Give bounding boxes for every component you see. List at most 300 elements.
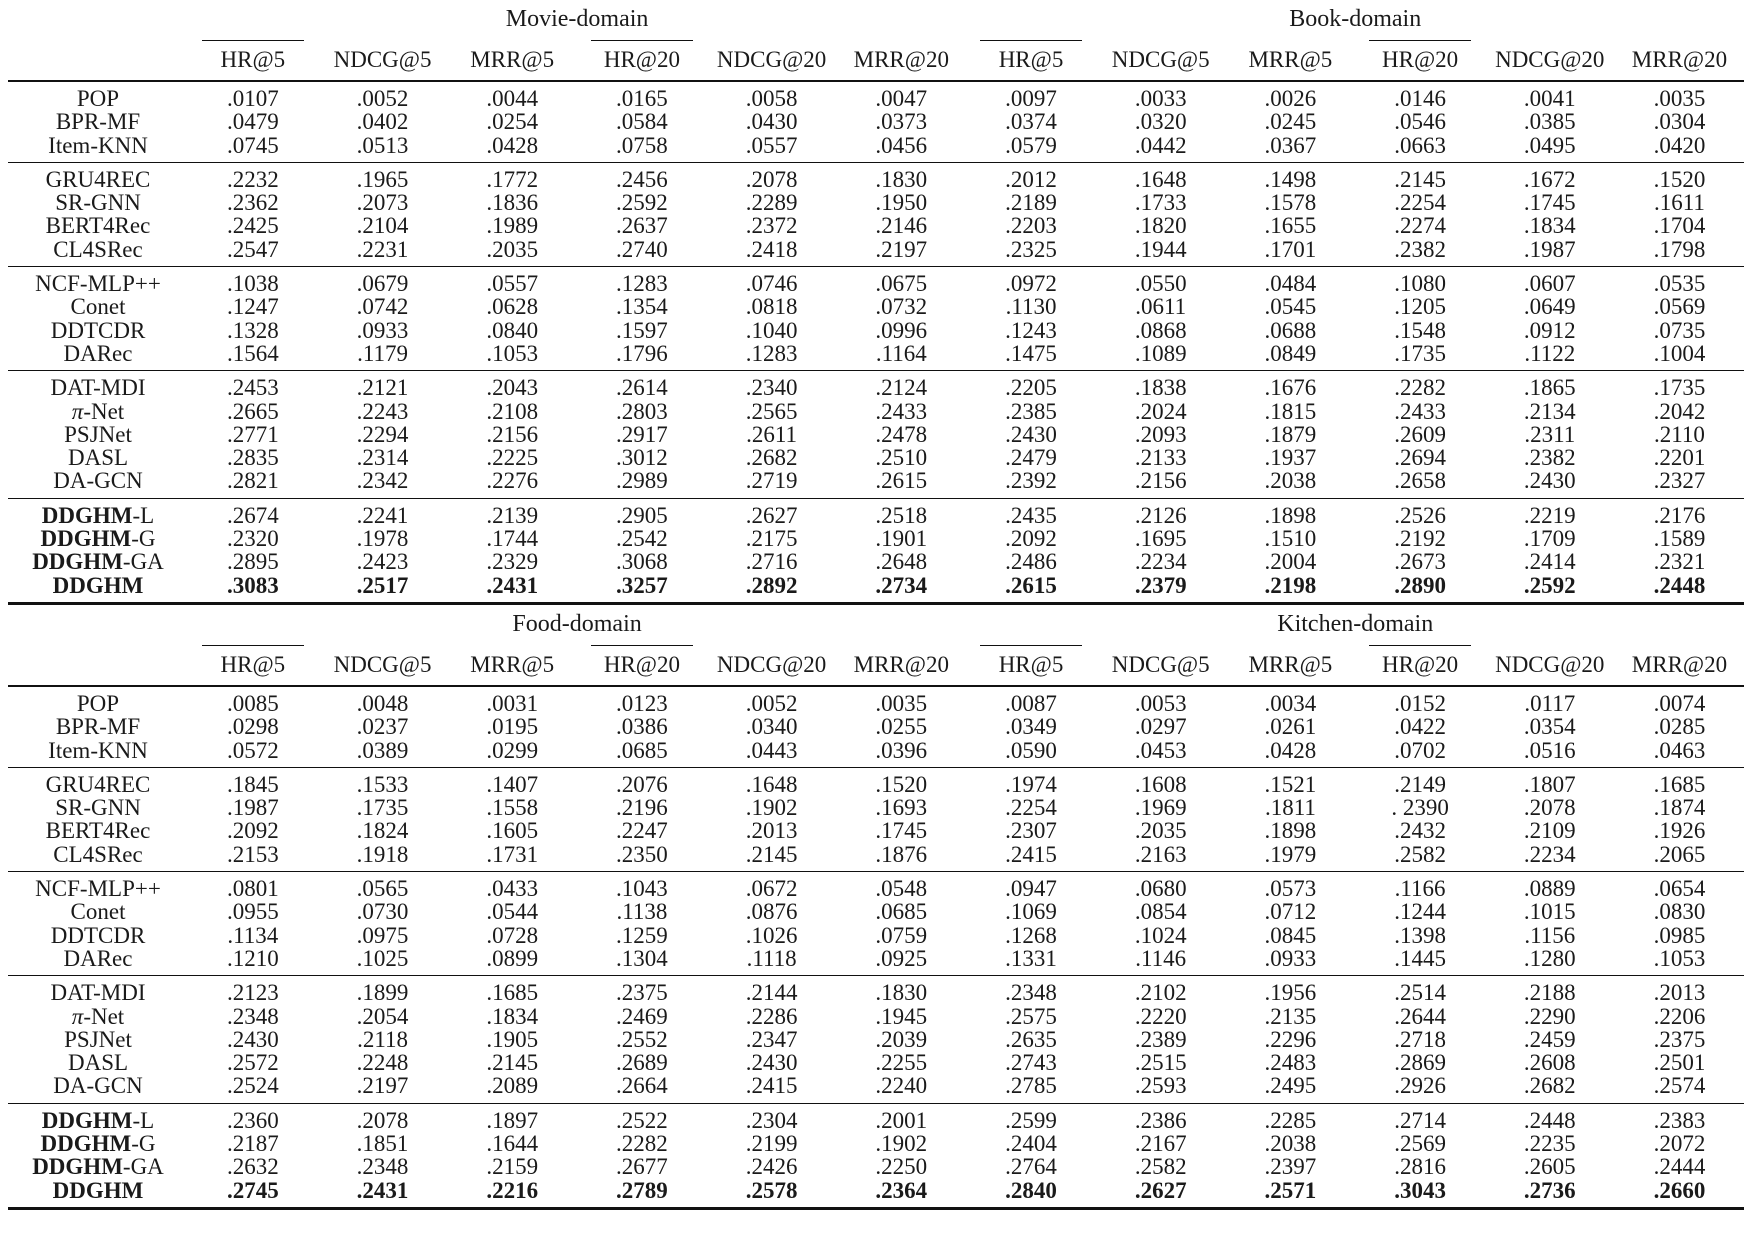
- metric-value: .0354: [1523, 714, 1576, 740]
- metric-value: .2609: [1394, 421, 1446, 447]
- metric-value: .2254: [1005, 795, 1057, 821]
- metric-value: .1268: [1005, 922, 1057, 948]
- metric-value: .2286: [745, 1003, 798, 1029]
- metric-value: .1138: [616, 899, 668, 925]
- metric-value: .0546: [1394, 109, 1446, 135]
- domain-heading: Food-domain: [512, 611, 642, 638]
- metric-value: .2144: [707, 976, 837, 1005]
- metric-value: .0845: [1264, 922, 1317, 948]
- metric-value: .2572: [226, 1050, 279, 1076]
- metric-header: MRR@5: [447, 645, 577, 686]
- metric-value: .2483: [1264, 1050, 1317, 1076]
- metric-value: .2188: [1485, 976, 1615, 1005]
- metric-value: .0628: [486, 294, 539, 320]
- metric-value: .2745: [188, 1179, 318, 1209]
- metric-value: .1564: [226, 340, 279, 366]
- metric-value: .1089: [1134, 340, 1187, 366]
- metric-value: .2311: [1524, 421, 1576, 447]
- metric-value: .1053: [486, 340, 539, 366]
- metric-value: .2627: [707, 498, 837, 527]
- metric-value: .2078: [1523, 795, 1576, 821]
- metric-value: .2013: [745, 818, 798, 844]
- metric-value: .2289: [745, 190, 798, 216]
- metric-value: .0420: [1653, 132, 1706, 158]
- metric-value: .2375: [1653, 1026, 1706, 1052]
- metric-value: .0299: [486, 737, 539, 763]
- metric-value: .1693: [875, 795, 928, 821]
- metric-value: .2785: [1005, 1073, 1057, 1099]
- metric-value: .1918: [356, 841, 409, 867]
- metric-value: .1830: [836, 976, 966, 1005]
- metric-value: .1210: [226, 945, 279, 971]
- metric-value: .2276: [486, 468, 539, 494]
- metric-header: HR@20: [577, 645, 707, 686]
- metric-value: .1902: [745, 795, 798, 821]
- metric-value: .1521: [1226, 767, 1356, 796]
- metric-value: .0985: [1653, 922, 1706, 948]
- metric-header: MRR@20: [1615, 645, 1745, 686]
- metric-value: .1926: [1653, 818, 1706, 844]
- metric-value: .0386: [616, 714, 668, 740]
- metric-header: HR@5: [966, 645, 1096, 686]
- metric-value: .1134: [227, 922, 279, 948]
- metric-value: .1166: [1355, 872, 1485, 901]
- table-row: [8, 400, 1744, 423]
- model-label: DASL: [67, 1050, 129, 1076]
- metric-value: .0026: [1264, 86, 1317, 111]
- table-row: [8, 1103, 1744, 1132]
- metric-value: .1118: [746, 945, 797, 971]
- metric-value: .2187: [226, 1130, 279, 1156]
- metric-value: .2093: [1134, 421, 1187, 447]
- metric-header: HR@20: [1355, 645, 1485, 686]
- metric-value: .2274: [1394, 213, 1446, 239]
- metric-value: .0195: [486, 714, 539, 740]
- metric-value: .1820: [1134, 213, 1187, 239]
- metric-value: .2159: [486, 1154, 539, 1180]
- metric-value: .1978: [356, 526, 409, 552]
- metric-value: .0675: [836, 267, 966, 296]
- metric-value: .2404: [1005, 1130, 1057, 1156]
- metric-value: .2235: [1523, 1130, 1576, 1156]
- model-label: DARec: [63, 945, 133, 971]
- metric-value: .1304: [616, 945, 668, 971]
- metric-value: .1979: [1264, 841, 1317, 867]
- domain-heading: Book-domain: [1289, 6, 1422, 33]
- metric-value: .2205: [966, 371, 1096, 400]
- metric-value: .1328: [226, 317, 279, 343]
- table-row: [8, 1155, 1744, 1178]
- model-name: [8, 796, 188, 819]
- metric-value: .1655: [1264, 213, 1317, 239]
- metric-value: .0912: [1523, 317, 1576, 343]
- model-label: NCF-MLP++: [35, 876, 161, 902]
- metric-value: .2453: [188, 371, 318, 400]
- metric-value: .2004: [1264, 549, 1317, 575]
- metric-value: .2515: [1134, 1050, 1187, 1076]
- model-label: BERT4Rec: [45, 818, 151, 844]
- metric-value: .2247: [616, 818, 668, 844]
- metric-value: .1605: [486, 818, 539, 844]
- model-name: [8, 1028, 188, 1051]
- metric-value: .1520: [1615, 162, 1745, 191]
- metric-value: .0557: [447, 267, 577, 296]
- metric-value: .0349: [1005, 714, 1057, 740]
- metric-value: .0840: [486, 317, 539, 343]
- model-label: DARec: [63, 340, 133, 366]
- metric-value: .2840: [966, 1179, 1096, 1209]
- metric-value: .2495: [1264, 1073, 1317, 1099]
- metric-value: .1080: [1355, 267, 1485, 296]
- metric-value: .2255: [875, 1050, 928, 1076]
- metric-value: .2149: [1355, 767, 1485, 796]
- table-row: [8, 1074, 1744, 1103]
- model-label: DA-GCN: [53, 1073, 143, 1099]
- metric-value: .2078: [318, 1103, 448, 1132]
- model-label-bold: DDGHM: [40, 1130, 132, 1156]
- table-row: [8, 238, 1744, 267]
- metric-value: .0041: [1523, 86, 1576, 111]
- metric-value: .1146: [1135, 945, 1187, 971]
- metric-value: .1735: [1615, 371, 1745, 400]
- table-row: [8, 819, 1744, 842]
- table-row: [8, 295, 1744, 318]
- metric-value: .0972: [966, 267, 1096, 296]
- metric-value: .0034: [1264, 690, 1317, 716]
- pi-symbol: π: [71, 1003, 84, 1029]
- model-label-bold: DDGHM: [32, 549, 123, 575]
- model-name: [8, 819, 188, 842]
- model-name: [8, 872, 188, 901]
- metric-value: .0545: [1264, 294, 1317, 320]
- model-variant-suffix: -L: [132, 502, 155, 528]
- panel-header: [8, 603, 1744, 686]
- model-name: [8, 739, 188, 768]
- metric-value: .2415: [745, 1073, 798, 1099]
- metric-value: .0463: [1653, 737, 1706, 763]
- metric-value: .0569: [1653, 294, 1706, 320]
- metric-value: .0340: [745, 714, 798, 740]
- metric-value: .0854: [1134, 899, 1187, 925]
- metric-value: .2250: [875, 1154, 928, 1180]
- metric-value: .2418: [745, 236, 798, 262]
- model-name: [8, 295, 188, 318]
- metric-value: .0975: [356, 922, 409, 948]
- metric-value: .2448: [1615, 574, 1745, 604]
- metric-value: .2089: [486, 1073, 539, 1099]
- metric-value: .2740: [616, 236, 668, 262]
- metric-value: .2392: [1005, 468, 1057, 494]
- metric-value: .3012: [616, 445, 668, 471]
- metric-value: .2203: [1005, 213, 1057, 239]
- metric-value: .2430: [1523, 468, 1576, 494]
- metric-value: .2282: [1355, 371, 1485, 400]
- metric-value: .2126: [1096, 498, 1226, 527]
- metric-value: .1838: [1096, 371, 1226, 400]
- metric-value: .2102: [1096, 976, 1226, 1005]
- metric-value: .1815: [1264, 398, 1317, 424]
- model-variant-suffix: -L: [132, 1107, 155, 1133]
- model-name: [8, 446, 188, 469]
- metric-value: .1498: [1226, 162, 1356, 191]
- metric-value: .2478: [875, 421, 928, 447]
- metric-value: .1898: [1264, 818, 1317, 844]
- metric-value: .0712: [1264, 899, 1317, 925]
- model-name: [8, 1103, 188, 1132]
- metric-value: .2073: [356, 190, 409, 216]
- model-label-bold: DDGHM: [41, 502, 133, 528]
- metric-header: NDCG@20: [707, 40, 837, 81]
- metric-value: .1796: [616, 340, 668, 366]
- metric-value: .2372: [745, 213, 798, 239]
- metric-value: .2145: [745, 841, 798, 867]
- metric-value: .2433: [1394, 398, 1446, 424]
- model-label-bold: DDGHM: [41, 1107, 133, 1133]
- metric-value: .2430: [1005, 421, 1057, 447]
- model-label: DA-GCN: [53, 468, 143, 494]
- table-row: [8, 947, 1744, 976]
- metric-value: .1772: [447, 162, 577, 191]
- metric-value: .0044: [486, 86, 539, 111]
- metric-value: .2469: [616, 1003, 668, 1029]
- metric-value: .1731: [486, 841, 539, 867]
- metric-value: .2517: [318, 574, 448, 604]
- metric-value: .2615: [966, 574, 1096, 604]
- metric-value: .0428: [1264, 737, 1317, 763]
- metric-value: .2342: [356, 468, 409, 494]
- metric-value: .2632: [226, 1154, 279, 1180]
- metric-value: .2076: [577, 767, 707, 796]
- metric-value: .2382: [1523, 445, 1576, 471]
- metric-header: NDCG@20: [1485, 40, 1615, 81]
- metric-value: .2216: [447, 1179, 577, 1209]
- metric-value: .1247: [226, 294, 279, 320]
- metric-value: .1834: [1523, 213, 1576, 239]
- metric-value: .2240: [875, 1073, 928, 1099]
- model-name: [8, 1051, 188, 1074]
- metric-value: .2716: [745, 549, 798, 575]
- metric-value: .2615: [875, 468, 928, 494]
- metric-header: MRR@20: [1615, 40, 1745, 81]
- metric-value: .0996: [875, 317, 928, 343]
- metric-value: .2189: [1005, 190, 1057, 216]
- metric-value: .0889: [1485, 872, 1615, 901]
- metric-value: .0479: [226, 109, 279, 135]
- table-row: [8, 498, 1744, 527]
- metric-value: .2304: [707, 1103, 837, 1132]
- metric-header: NDCG@5: [318, 645, 448, 686]
- metric-value: .0933: [1264, 945, 1317, 971]
- metric-value: .1974: [966, 767, 1096, 796]
- metric-value: .1510: [1264, 526, 1317, 552]
- metric-value: .0830: [1653, 899, 1706, 925]
- metric-value: .2254: [1394, 190, 1446, 216]
- metric-value: .0732: [875, 294, 928, 320]
- model-label: SR-GNN: [55, 190, 141, 216]
- model-label: GRU4REC: [45, 771, 151, 797]
- metric-value: .1876: [875, 841, 928, 867]
- metric-value: .1548: [1394, 317, 1446, 343]
- model-group: [8, 267, 1744, 371]
- metric-value: .2290: [1523, 1003, 1576, 1029]
- model-label: BPR-MF: [55, 714, 141, 740]
- metric-value: .0550: [1096, 267, 1226, 296]
- metric-value: .2285: [1226, 1103, 1356, 1132]
- model-name: [8, 1155, 188, 1178]
- metric-value: .2611: [746, 421, 798, 447]
- model-name: [8, 267, 188, 296]
- metric-value: .2054: [356, 1003, 409, 1029]
- metric-header: NDCG@5: [1096, 645, 1226, 686]
- table-row: [8, 214, 1744, 237]
- model-label: Item-KNN: [48, 737, 148, 763]
- metric-value: .0933: [356, 317, 409, 343]
- metric-value: .2156: [1134, 468, 1187, 494]
- metric-value: .2430: [745, 1050, 798, 1076]
- metric-value: .2133: [1134, 445, 1187, 471]
- metric-value: .1025: [356, 945, 409, 971]
- corner-cell: [8, 0, 188, 40]
- metric-value: .2575: [1005, 1003, 1057, 1029]
- metric-header: NDCG@5: [1096, 40, 1226, 81]
- metric-value: .0374: [1005, 109, 1057, 135]
- metric-value: .2835: [226, 445, 279, 471]
- metric-value: .2327: [1653, 468, 1706, 494]
- metric-value: .0495: [1523, 132, 1576, 158]
- model-label-bold: DDGHM: [52, 572, 144, 598]
- metric-value: .1733: [1134, 190, 1187, 216]
- table-row: [8, 686, 1744, 715]
- model-name: [8, 400, 188, 423]
- metric-value: .2660: [1615, 1179, 1745, 1209]
- model-label: DAT-MDI: [50, 375, 146, 401]
- metric-value: .2574: [1653, 1073, 1706, 1099]
- metric-value: .1040: [745, 317, 798, 343]
- model-name: [8, 686, 188, 715]
- model-variant-suffix: -GA: [122, 549, 164, 575]
- metric-value: .2296: [1264, 1026, 1317, 1052]
- metric-value: .2199: [745, 1130, 798, 1156]
- metric-value: .0565: [318, 872, 448, 901]
- metric-value: .2627: [1096, 1179, 1226, 1209]
- model-label: DDTCDR: [50, 922, 146, 948]
- model-name: [8, 214, 188, 237]
- model-group: [8, 686, 1744, 767]
- metric-value: .2547: [226, 236, 279, 262]
- metric-value: .2307: [1005, 818, 1057, 844]
- metric-value: .1205: [1394, 294, 1446, 320]
- model-group: [8, 1103, 1744, 1208]
- metric-value: .2219: [1485, 498, 1615, 527]
- metric-value: .2526: [1355, 498, 1485, 527]
- metric-value: .2139: [447, 498, 577, 527]
- metric-value: .0688: [1264, 317, 1317, 343]
- metric-value: .2314: [356, 445, 409, 471]
- metric-value: .1558: [486, 795, 539, 821]
- metric-value: .0745: [226, 132, 279, 158]
- metric-value: .2689: [616, 1050, 668, 1076]
- metric-value: .1745: [875, 818, 928, 844]
- metric-value: .0649: [1523, 294, 1576, 320]
- metric-value: .2397: [1264, 1154, 1317, 1180]
- metric-value: .2038: [1264, 1130, 1317, 1156]
- metric-value: .2444: [1653, 1154, 1706, 1180]
- metric-value: .2895: [226, 549, 279, 575]
- metric-value: .2694: [1394, 445, 1446, 471]
- metric-value: .0053: [1134, 690, 1187, 716]
- metric-value: .2383: [1615, 1103, 1745, 1132]
- metric-value: .0402: [356, 109, 409, 135]
- model-label: GRU4REC: [45, 166, 151, 192]
- metric-value: .2719: [745, 468, 798, 494]
- metric-value: .2379: [1096, 574, 1226, 604]
- metric-value: .0255: [875, 714, 928, 740]
- table-row: [8, 796, 1744, 819]
- metric-header: MRR@5: [1226, 645, 1356, 686]
- model-name: [8, 110, 188, 133]
- metric-value: .0663: [1394, 132, 1446, 158]
- metric-value: .0123: [616, 690, 668, 716]
- metric-value: .2360: [188, 1103, 318, 1132]
- metric-value: .1015: [1523, 899, 1576, 925]
- table-row: [8, 1132, 1744, 1155]
- metric-value: .0245: [1264, 109, 1317, 135]
- metric-value: .2736: [1485, 1179, 1615, 1209]
- metric-value: .0557: [745, 132, 798, 158]
- metric-value: .0654: [1615, 872, 1745, 901]
- metric-header: NDCG@5: [318, 40, 448, 81]
- metric-value: .0947: [966, 872, 1096, 901]
- metric-value: .2109: [1523, 818, 1576, 844]
- model-name: [8, 469, 188, 498]
- model-label: PSJNet: [64, 1026, 132, 1052]
- table-row: [8, 267, 1744, 296]
- metric-value: .2565: [745, 398, 798, 424]
- model-name: [8, 238, 188, 267]
- metric-value: .0730: [356, 899, 409, 925]
- metric-value: .1745: [1523, 190, 1576, 216]
- metric-value: .2542: [616, 526, 668, 552]
- table-row: [8, 469, 1744, 498]
- model-name: [8, 1132, 188, 1155]
- metric-value: .0685: [875, 899, 928, 925]
- metric-value: .1709: [1523, 526, 1576, 552]
- model-label-bold: DDGHM: [52, 1177, 144, 1203]
- metric-value: .0513: [356, 132, 409, 158]
- metric-value: .2321: [1653, 549, 1706, 575]
- metric-value: .0048: [356, 690, 409, 716]
- metric-value: .2035: [1134, 818, 1187, 844]
- metric-value: .2682: [745, 445, 798, 471]
- metric-value: .1735: [1394, 340, 1446, 366]
- metric-value: .2501: [1653, 1050, 1706, 1076]
- metric-value: .2664: [616, 1073, 668, 1099]
- metric-value: .2486: [1005, 549, 1057, 575]
- table-row: [8, 446, 1744, 469]
- metric-value: .1685: [447, 976, 577, 1005]
- model-label-bold: DDGHM: [40, 526, 132, 552]
- metric-value: .2348: [226, 1003, 279, 1029]
- metric-value: .1944: [1134, 236, 1187, 262]
- model-variant-suffix: -GA: [122, 1154, 164, 1180]
- table-row: [8, 110, 1744, 133]
- results-table: [8, 0, 1744, 1210]
- model-name: [8, 134, 188, 163]
- metric-header: HR@5: [188, 40, 318, 81]
- metric-value: .2582: [1134, 1154, 1187, 1180]
- metric-value: .2385: [1005, 398, 1057, 424]
- metric-value: .1902: [875, 1130, 928, 1156]
